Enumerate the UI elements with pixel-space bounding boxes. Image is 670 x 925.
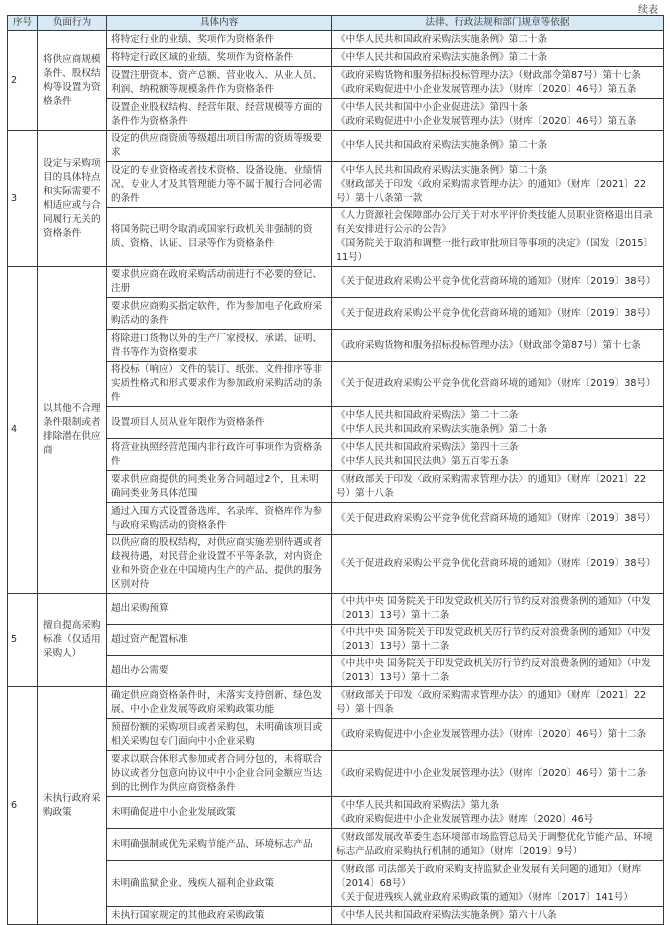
basis-cell [332,535,664,594]
basis-citation: 《国务院关于取消和调整一批行政审批项目等事项的决定》（国发〔2015〕11号） [336,238,654,263]
basis-citation: 《中华人民共和国政府采购法实施条例》第二十条 [336,33,548,45]
seq-cell: 4 [8,267,38,594]
basis-citation: 《政府采购促进中小企业发展管理办法》（财库〔2020〕46号）第五条 [336,83,637,95]
basis-cell [332,719,664,751]
header-content: 具体内容 [107,16,332,31]
table-header-row [8,16,664,31]
seq-cell: 3 [8,131,38,267]
basis-citation: 《财政部关于印发〈政府采购需求管理办法〉的通知》（财库〔2021〕22号）第十四条 [336,689,647,715]
basis-cell [332,656,664,687]
content-cell: 设置企业股权结构、经营年限、经营规模等方面的条件作为资格条件 [107,99,332,131]
table-row [8,535,664,594]
basis-citation: 《关于促进政府采购公平竞争优化营商环境的通知》（财库〔2019〕38号） [336,558,656,569]
basis-cell [332,267,664,298]
basis-cell [332,99,664,131]
seq-cell: 5 [8,594,38,687]
table-row [8,162,664,208]
table-row [8,625,664,656]
behavior-cell: 擅自提高采购标准（仅适用采购人） [38,594,107,687]
basis-citation: 《关于促进政府采购公平竞争优化营商环境的通知》（财库〔2019〕38号） [336,307,656,319]
basis-citation: 《政府采购促进中小企业发展管理办法》（财库〔2020〕46号）第五条 [336,115,637,127]
content-cell: 预留份额的采购项目或者采购包，未明确该项目或相关采购包专门面向中小企业采购 [107,719,332,751]
table-row [8,751,664,797]
basis-citation: 《中华人民共和国政府采购法实施条例》第二十条 [336,140,548,151]
content-cell: 将特定行业的业绩、奖项作为资格条件 [107,31,332,49]
basis-cell [332,67,664,99]
behavior-cell: 设定与采购项目的具体特点和实际需要不相适应或与合同履行无关的资格条件 [38,131,107,267]
table-row [8,439,664,471]
basis-cell [332,471,664,503]
basis-citation: 《关于促进政府采购公平竞争优化营商环境的通知》（财库〔2019〕38号） [336,512,656,524]
basis-citation: 《中华人民共和国政府采购法实施条例》第二十条 [336,423,548,435]
basis-citation: 《关于促进政府采购公平竞争优化营商环境的通知》（财库〔2019〕38号） [336,276,656,287]
content-cell: 通过入围方式设置备选库、名录库、资格库作为参与政府采购活动的资格条件 [107,503,332,535]
content-cell: 设定的供应商资质等级超出项目所需的资质等级要求 [107,131,332,162]
table-row [8,208,664,267]
content-cell: 超出办公需要 [107,656,332,687]
content-cell: 未明确强制或优先采购节能产品、环境标志产品 [107,829,332,861]
basis-cell [332,751,664,797]
basis-cell [332,31,664,49]
basis-cell [332,49,664,67]
content-cell: 要求供应商购买指定软件，作为参加电子化政府采购活动的条件 [107,298,332,330]
content-cell: 设置项目人员从业年限作为资格条件 [107,407,332,439]
content-cell: 超出采购预算 [107,594,332,625]
basis-cell [332,208,664,267]
basis-citation: 《中华人民共和国政府采购法实施条例》第二十条 [336,164,548,176]
content-cell: 将国务院已明令取消或国家行政机关非强制的资质、资格、认证、目录等作为资格条件 [107,208,332,267]
basis-citation: 《关于促进残疾人就业政府采购政策的通知》（财库〔2017〕141号） [336,891,633,903]
table-row [8,131,664,162]
content-cell: 设定的专业资格或者技术资格、设备设施、业绩情况、专业人才及其管理能力等不属于履行合同必需的条件 [107,162,332,208]
table-row [8,719,664,751]
basis-cell [332,625,664,656]
table-row [8,687,664,719]
negative-behavior-table [7,15,664,925]
basis-cell [332,330,664,362]
table-row [8,267,664,298]
content-cell: 超过资产配置标准 [107,625,332,656]
content-cell: 要求以联合体形式参加或者合同分包的，未将联合协议或者分包意向协议中中小企业合同金额应当达到的比例作为供应商资格条件 [107,751,332,797]
basis-citation: 《政府采购货物和服务招标投标管理办法》（财政部令第87号）第十七条 [336,339,641,351]
basis-citation: 《政府采购促进中小企业发展管理办法》（财库〔2020〕46号）第十二条 [336,728,647,740]
table-row [8,829,664,861]
basis-citation: 《政府采购促进中小企业发展管理办法》财库〔2020〕46号 [336,813,594,825]
seq-cell: 6 [8,687,38,925]
basis-citation: 《中华人民共和国政府采购法》第四十三条 [336,441,519,453]
basis-cell [332,439,664,471]
content-cell: 将营业执照经营范围内非行政许可事项作为资格条件 [107,439,332,471]
basis-citation: 《中华人民共和国政府采购法实施条例》第二十条 [336,51,548,63]
table-row [8,861,664,907]
table-row [8,99,664,131]
table-row [8,362,664,407]
behavior-cell: 将供应商规模条件、股权结构等设置为资格条件 [38,31,107,131]
basis-cell [332,162,664,208]
behavior-cell: 以其他不合理条件限制或者排除潜在供应商 [38,267,107,594]
basis-cell [332,829,664,861]
basis-citation: 《关于促进政府采购公平竞争优化营商环境的通知》（财库〔2019〕38号） [336,378,656,389]
basis-cell [332,503,664,535]
table-row [8,907,664,925]
header-behavior: 负面行为 [38,16,107,31]
basis-citation: 《中共中央 国务院关于印发党政机关厉行节约反对浪费条例的通知》（中发〔2013〕13号）第十二条 [336,658,651,683]
basis-citation: 《政府采购促进中小企业发展管理办法》（财库〔2020〕46号）第十二条 [336,767,647,779]
basis-cell [332,131,664,162]
header-seq: 序号 [8,16,38,31]
basis-cell [332,861,664,907]
table-row [8,797,664,829]
basis-cell [332,907,664,925]
basis-citation: 《中华人民共和国政府采购法实施条例》第六十八条 [336,909,557,921]
basis-citation: 《中共中央 国务院关于印发党政机关厉行节约反对浪费条例的通知》（中发〔2013〕13号）第十二条 [336,627,651,652]
basis-cell [332,298,664,330]
basis-citation: 《中华人民共和国民法典》第五百零五条 [336,455,509,467]
basis-citation: 《财政部关于印发〈政府采购需求管理办法〉的通知》（财库〔2021〕22号）第十八条 [336,473,647,499]
content-cell: 要求供应商在政府采购活动前进行不必要的登记、注册 [107,267,332,298]
behavior-cell: 未执行政府采购政策 [38,687,107,925]
basis-citation: 《人力资源社会保障部办公厅关于对水平评价类技能人员职业资格退出目录有关安排进行公示的公告》 [336,210,653,235]
content-cell: 未明确促进中小企业发展政策 [107,797,332,829]
table-row [8,49,664,67]
table-row [8,471,664,503]
table-row [8,503,664,535]
basis-citation: 《中华人民共和国中小企业促进法》第四十条 [336,101,528,113]
basis-citation: 《中华人民共和国政府采购法》第二十二条 [336,409,519,421]
content-cell: 将除进口货物以外的生产厂家授权、承诺、证明、背书等作为资格要求 [107,330,332,362]
content-cell: 将特定行政区域的业绩、奖项作为资格条件 [107,49,332,67]
basis-citation: 《财政部关于印发〈政府采购需求管理办法〉的通知》（财库〔2021〕22号）第十八条第一款 [336,178,647,204]
content-cell: 以供应商的股权结构，对供应商实施差别待遇或者歧视待遇，对民营企业设置不平等条款，对内资企业和外资企业在中国境内生产的产品、提供的服务区别对待 [107,535,332,594]
basis-citation: 《财政部发展改革委生态环境部市场监管总局关于调整优化节能产品、环境标志产品政府采购执行机制的通知》（财库〔2019〕9号） [336,831,653,857]
content-cell: 未执行国家规定的其他政府采购政策 [107,907,332,925]
content-cell: 要求供应商提供的同类业务合同超过2个，且未明确同类业务具体范围 [107,471,332,503]
content-cell: 未明确监狱企业、残疾人福利企业政策 [107,861,332,907]
header-basis: 法律、行政法规和部门规章等依据 [332,16,664,31]
basis-citation: 《政府采购货物和服务招标投标管理办法》（财政部令第87号）第十七条 [336,69,641,81]
basis-citation: 《中华人民共和国政府采购法》第九条 [336,799,500,811]
content-cell: 将投标（响应）文件的装订、纸张、文件排序等非实质性格式和形式要求作为参加政府采购活动的条件 [107,362,332,407]
basis-cell [332,594,664,625]
continued-label: 续表 [638,5,658,16]
table-row [8,594,664,625]
content-cell: 确定供应商资格条件时，未落实支持创新、绿色发展、中小企业发展等政府采购政策功能 [107,687,332,719]
table-row [8,330,664,362]
basis-citation: 《中共中央 国务院关于印发党政机关厉行节约反对浪费条例的通知》（中发〔2013〕13号）第十二条 [336,596,651,621]
basis-citation: 《财政部 司法部关于政府采购支持监狱企业发展有关问题的通知》（财库〔2014〕68号） [336,863,642,889]
table-row [8,656,664,687]
table-row [8,407,664,439]
basis-cell [332,797,664,829]
table-row [8,67,664,99]
basis-cell [332,687,664,719]
table-row [8,31,664,49]
basis-cell [332,362,664,407]
content-cell: 设置注册资本、资产总额、营业收入、从业人员、利润、纳税额等规模条件作为资格条件 [107,67,332,99]
seq-cell: 2 [8,31,38,131]
table-row [8,298,664,330]
basis-cell [332,407,664,439]
